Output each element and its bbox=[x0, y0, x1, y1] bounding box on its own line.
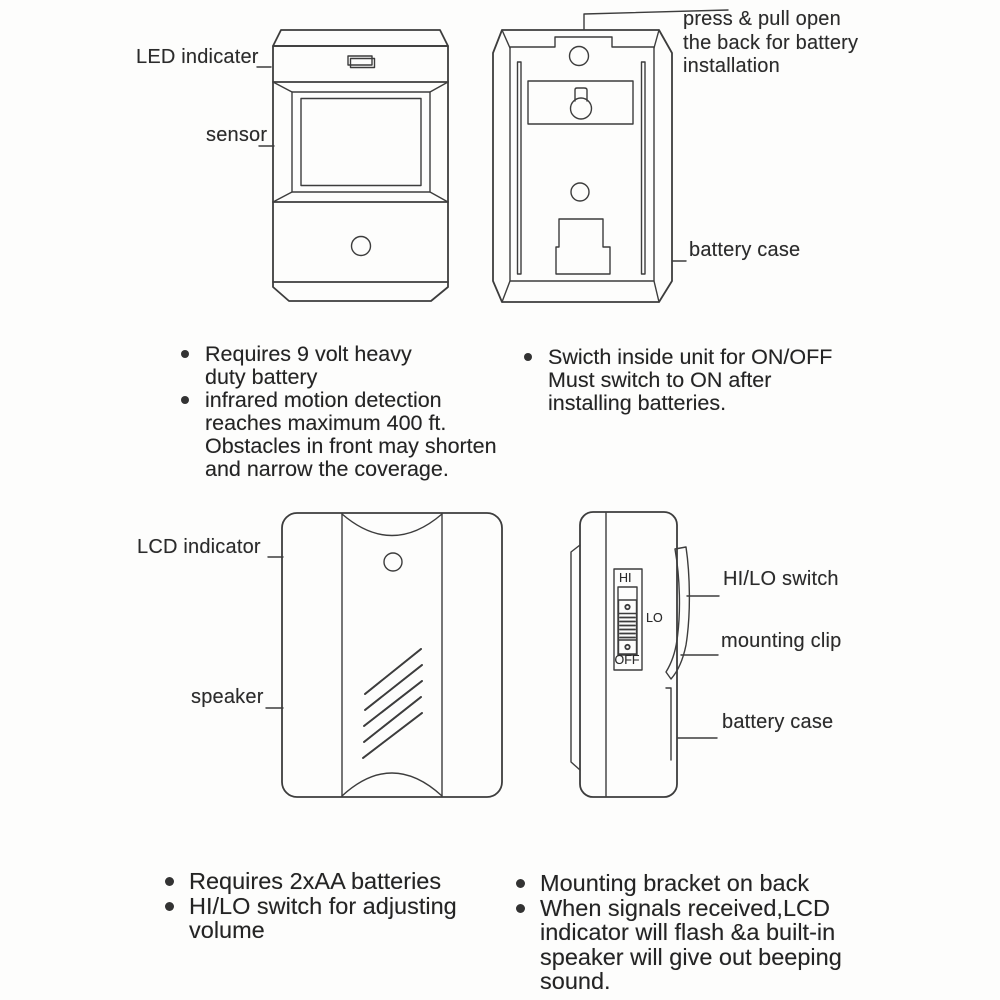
note-line: and narrow the coverage. bbox=[205, 457, 449, 481]
note-line: indicator will flash &a built-in bbox=[540, 919, 836, 945]
back-screw-hole-top bbox=[570, 47, 589, 66]
note-tx-switch bbox=[519, 346, 832, 415]
switch-off-label: OFF bbox=[614, 653, 640, 667]
press-pull-line-1: press & pull open bbox=[683, 8, 841, 30]
battery-case-shape bbox=[556, 219, 610, 274]
receiver-front-diagram bbox=[266, 513, 502, 797]
speaker-label: speaker bbox=[191, 686, 264, 708]
receiver-side-diagram bbox=[571, 512, 719, 797]
note-rx-volume bbox=[159, 894, 457, 943]
lcd-indicator-shape bbox=[384, 553, 402, 571]
note-line: duty battery bbox=[205, 365, 318, 389]
note-tx-range bbox=[176, 389, 497, 481]
transmitter-top-face bbox=[273, 30, 448, 46]
transmitter-notes-left bbox=[176, 343, 497, 481]
note-line: infrared motion detection bbox=[205, 388, 442, 412]
back-slot-right bbox=[642, 62, 646, 274]
mounting-clip-label: mounting clip bbox=[721, 630, 842, 652]
battery-seam bbox=[666, 688, 671, 760]
switch-lo-label: LO bbox=[646, 611, 663, 625]
led-indicator-shape bbox=[348, 56, 372, 65]
press-pull-label bbox=[683, 8, 858, 79]
transmitter-button bbox=[352, 237, 371, 256]
sensor-window bbox=[301, 99, 421, 186]
hilo-switch-label: HI/LO switch bbox=[723, 568, 839, 590]
note-line: Obstacles in front may shorten bbox=[205, 434, 497, 458]
note-line: When signals received,LCD bbox=[540, 894, 830, 921]
receiver-notes-right bbox=[510, 871, 842, 994]
battery-case-side-label: battery case bbox=[722, 711, 834, 733]
sensor-label: sensor bbox=[206, 124, 268, 146]
note-line: sound. bbox=[540, 968, 611, 994]
sensor-window-frame bbox=[292, 92, 430, 192]
back-plate-edge bbox=[571, 545, 580, 770]
note-rx-battery bbox=[159, 869, 457, 894]
note-tx-battery bbox=[176, 343, 497, 389]
bullet-dot bbox=[516, 904, 525, 913]
switch-hi-label: HI bbox=[619, 571, 632, 585]
bullet-dot bbox=[165, 877, 174, 886]
transmitter-notes-right bbox=[519, 346, 832, 415]
note-rx-signal bbox=[510, 896, 842, 994]
receiver-notes-left bbox=[159, 869, 457, 943]
back-screw-hole-mid bbox=[571, 183, 589, 201]
bullet-dot bbox=[524, 353, 532, 361]
transmitter-body bbox=[273, 46, 448, 301]
transmitter-front-diagram bbox=[257, 30, 448, 301]
bullet-dot bbox=[516, 879, 525, 888]
press-pull-line-2: the back for battery bbox=[683, 31, 859, 54]
note-line: speaker will give out beeping bbox=[540, 943, 842, 970]
receiver-bottom-arc bbox=[342, 773, 442, 796]
receiver-top-arc bbox=[342, 514, 442, 536]
speaker-slots bbox=[363, 649, 422, 758]
note-line: HI/LO switch for adjusting bbox=[189, 892, 457, 919]
note-rx-bracket bbox=[510, 871, 842, 896]
press-pull-line-3: installation bbox=[683, 55, 780, 77]
switch-slider bbox=[619, 600, 637, 654]
keyhole-hole bbox=[571, 98, 592, 119]
note-line: Mounting bracket on back bbox=[540, 870, 810, 896]
back-slot-left bbox=[518, 62, 522, 274]
bullet-dot bbox=[181, 396, 189, 404]
lcd-indicator-label: LCD indicator bbox=[137, 536, 261, 558]
bullet-dot bbox=[181, 350, 189, 358]
led-indicator-label: LED indicater bbox=[136, 46, 259, 68]
note-line: volume bbox=[189, 917, 265, 943]
bullet-dot bbox=[165, 902, 174, 911]
note-line: Requires 2xAA batteries bbox=[189, 868, 442, 894]
back-inner-panel bbox=[510, 37, 654, 281]
note-line: Swicth inside unit for ON/OFF bbox=[548, 345, 833, 369]
battery-case-back-label: battery case bbox=[689, 239, 801, 261]
note-line: reaches maximum 400 ft. bbox=[205, 411, 447, 435]
receiver-body bbox=[282, 513, 502, 797]
note-line: installing batteries. bbox=[548, 391, 727, 415]
note-line: Requires 9 volt heavy bbox=[205, 342, 412, 366]
note-line: Must switch to ON after bbox=[548, 368, 772, 392]
